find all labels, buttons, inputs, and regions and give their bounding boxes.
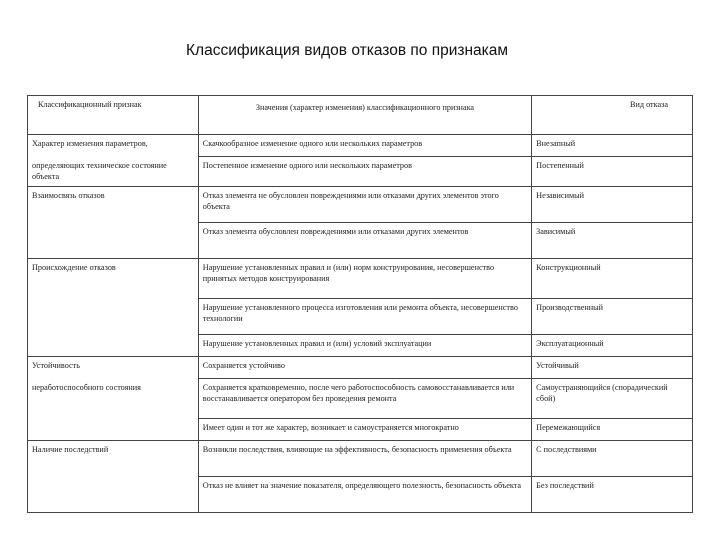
- value-cell: Сохраняется кратковременно, после чего работоспособность самовосстанавливается или восстанавливается оператором без проведения ремонта: [198, 379, 531, 419]
- table-row: [28, 335, 693, 357]
- table-row: [28, 157, 693, 187]
- value-cell: Нарушение установленного процесса изготовления или ремонта объекта, несовершенство технологии: [198, 299, 531, 335]
- type-cell: Постепенный: [532, 157, 693, 187]
- type-cell: Эксплуатационный: [532, 335, 693, 357]
- type-cell: Устойчивый: [532, 357, 693, 379]
- feature-cell: Взаимосвязь отказов: [28, 187, 199, 223]
- type-cell: Производственный: [532, 299, 693, 335]
- type-cell: Независимый: [532, 187, 693, 223]
- table-row: [28, 135, 693, 157]
- table-row: [28, 441, 693, 477]
- table-row: [28, 379, 693, 419]
- value-cell: Имеет один и тот же характер, возникает и самоустраняется многократно: [198, 419, 531, 441]
- feature-cell: [28, 477, 199, 513]
- value-cell: Отказ элемента не обусловлен повреждениями или отказами других элементов этого объекта: [198, 187, 531, 223]
- value-cell: Скачкообразное изменение одного или нескольких параметров: [198, 135, 531, 157]
- feature-cell: [28, 335, 199, 357]
- type-cell: С последствиями: [532, 441, 693, 477]
- feature-cell: Происхождение отказов: [28, 259, 199, 299]
- feature-cell: определяющих техническое состояние объекта: [28, 157, 199, 187]
- feature-cell: неработоспособного состояния: [28, 379, 199, 419]
- page-title: Классификация видов отказов по признакам: [186, 42, 509, 59]
- value-cell: Отказ элемента обусловлен повреждениями или отказами других элементов: [198, 223, 531, 259]
- type-cell: Внезапный: [532, 135, 693, 157]
- table-row: [28, 357, 693, 379]
- type-cell: Зависимый: [532, 223, 693, 259]
- table-row: [28, 477, 693, 513]
- feature-cell: Характер изменения параметров,: [28, 135, 199, 157]
- type-cell: Без последствий: [532, 477, 693, 513]
- value-cell: Постепенное изменение одного или нескольких параметров: [198, 157, 531, 187]
- table-row: [28, 299, 693, 335]
- type-cell: Самоустраняющийся (спорадический сбой): [532, 379, 693, 419]
- value-cell: Нарушение установленных правил и (или) норм конструирования, несовершенство принятых методов конструирования: [198, 259, 531, 299]
- header-feature: Классификационный признак: [28, 96, 199, 135]
- feature-cell: [28, 223, 199, 259]
- type-cell: Перемежающийся: [532, 419, 693, 441]
- type-cell: Конструкционный: [532, 259, 693, 299]
- table-row: [28, 259, 693, 299]
- table-row: [28, 223, 693, 259]
- table-header-row: [28, 96, 693, 135]
- value-cell: Нарушение установленных правил и (или) условий эксплуатации: [198, 335, 531, 357]
- feature-cell: [28, 419, 199, 441]
- header-type: Вид отказа: [532, 96, 693, 135]
- value-cell: Сохраняется устойчиво: [198, 357, 531, 379]
- header-value: Значения (характер изменения) классификационного признака: [198, 96, 531, 135]
- feature-cell: Устойчивость: [28, 357, 199, 379]
- value-cell: Возникли последствия, влияющие на эффективность, безопасность применения объекта: [198, 441, 531, 477]
- feature-cell: [28, 299, 199, 335]
- classification-table: [27, 95, 693, 513]
- table-row: [28, 419, 693, 441]
- feature-cell: Наличие последствий: [28, 441, 199, 477]
- value-cell: Отказ не влияет на значение показателя, определяющего полезность, безопасность объекта: [198, 477, 531, 513]
- table-row: [28, 187, 693, 223]
